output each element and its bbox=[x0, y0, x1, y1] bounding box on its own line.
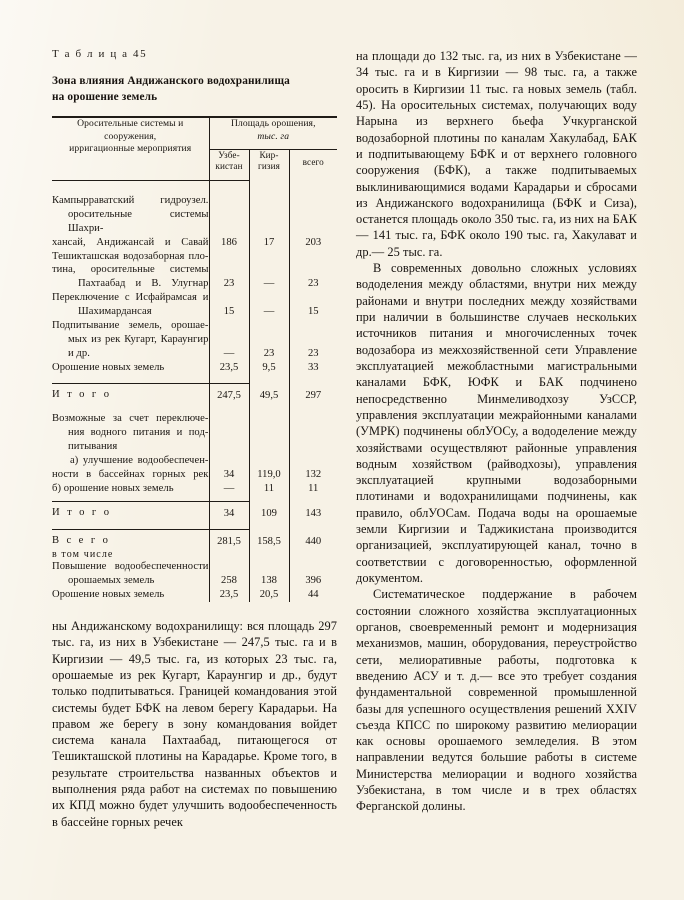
col-header-kirgizia-line1: Кир- bbox=[259, 150, 279, 161]
grand-total-sublabel: в том числе bbox=[52, 549, 114, 561]
subtotal-label: И т о г о bbox=[52, 506, 112, 518]
spacer bbox=[249, 520, 289, 530]
right-column-body-text bbox=[356, 48, 637, 815]
spacer bbox=[289, 520, 337, 530]
col-header-total bbox=[289, 150, 337, 181]
spacer bbox=[209, 549, 249, 560]
stub-header-line-1: Оросительные системы и сооружения, bbox=[77, 118, 184, 142]
subtotal-row-2 bbox=[52, 507, 337, 521]
row-label: Орошение новых земель bbox=[52, 589, 165, 601]
cell-uzbekistan: 186 bbox=[209, 194, 249, 250]
cell-kirgizia: 11 bbox=[249, 482, 289, 496]
table-title-line-1: Зона влияния Андижанского водохранилища bbox=[52, 75, 290, 87]
row-label-line: Шахимардансая bbox=[78, 306, 152, 318]
cell-uzbekistan: 23 bbox=[209, 250, 249, 292]
spacer bbox=[249, 403, 289, 412]
row-label bbox=[52, 560, 209, 588]
cell-uzbekistan: 34 bbox=[209, 454, 249, 482]
table-row bbox=[52, 291, 337, 319]
cell-total: 440 bbox=[289, 535, 337, 549]
table-title bbox=[52, 73, 337, 105]
cell-kirgizia: 9,5 bbox=[249, 361, 289, 375]
spacer bbox=[249, 374, 289, 384]
table-header-row-group bbox=[52, 117, 337, 150]
spacer-row bbox=[52, 520, 337, 530]
spacer bbox=[209, 412, 249, 454]
cell-uzbekistan: 281,5 bbox=[209, 535, 249, 549]
col-header-kirgizia-line2: гизия bbox=[258, 161, 280, 172]
spacer bbox=[249, 549, 289, 560]
row-label-line: Возможные за счет переключе- bbox=[52, 413, 209, 425]
spacer bbox=[52, 520, 209, 530]
table-row bbox=[52, 560, 337, 588]
cell-total: 15 bbox=[289, 291, 337, 319]
table-title-line-2: на орошение земель bbox=[52, 91, 158, 104]
cell-uzbekistan: 258 bbox=[209, 560, 249, 588]
cell-kirgizia: 109 bbox=[249, 507, 289, 521]
group-header-line-1: Площадь орошения, bbox=[230, 118, 316, 130]
cell-total: 396 bbox=[289, 560, 337, 588]
cell-kirgizia: — bbox=[249, 250, 289, 292]
spacer bbox=[289, 374, 337, 384]
row-label-line: Повышение водообеспеченности bbox=[52, 561, 209, 573]
table-row bbox=[52, 588, 337, 602]
subtotal-row-1 bbox=[52, 389, 337, 403]
row-label-line: Подпитывание земель, орошае- bbox=[52, 319, 209, 331]
section-intro-label bbox=[52, 412, 209, 454]
header-rule-total bbox=[289, 181, 337, 195]
cell-kirgizia: 138 bbox=[249, 560, 289, 588]
spacer bbox=[52, 374, 209, 384]
cell-uzbekistan: 23,5 bbox=[209, 588, 249, 602]
row-label-line: орошаемых земель bbox=[68, 575, 155, 587]
spacer-row bbox=[52, 403, 337, 412]
right-paragraph-3: Систематическое поддержание в рабочем состоянии сложного хозяйства эксплуатационных органов, своевременный ремонт и модернизация механизмов, машин, оборудования, переустройство сети, мелиоративные работы, подготовка к введению АСУ и т. д.— все это требует создания фундаментальной современной промышленной базы для успешного осуществления решений XXIV съезда КПСС по широкому развитию мелиорации как основы орошаемого земледелия. В этом направлении ведутся большие работы в системе Министерства мелиорации и водного хозяйства Узбекистана, в том числе и в трех областях Ферганской долины. bbox=[356, 587, 637, 814]
row-label-line: Кампырраватский гидроузел. bbox=[52, 195, 209, 207]
cell-kirgizia: 17 bbox=[249, 194, 289, 250]
row-label-line: Переключение с Исфайрамсая и bbox=[52, 292, 209, 304]
section-2-intro-row bbox=[52, 412, 337, 454]
row-label: б) орошение новых земель bbox=[52, 482, 174, 494]
subtotal-rule-row bbox=[52, 374, 337, 384]
stub-header-line-2: ирригационные мероприятия bbox=[69, 143, 192, 155]
row-label bbox=[52, 291, 209, 319]
table-row bbox=[52, 319, 337, 361]
header-rule-uz bbox=[209, 181, 249, 195]
row-label bbox=[52, 194, 209, 250]
row-label-line: Пахтаабад и В. Улугнар bbox=[78, 278, 209, 290]
table-row bbox=[52, 194, 337, 250]
spacer bbox=[209, 520, 249, 530]
spacer bbox=[289, 403, 337, 412]
row-label-line: мых из рек Кугарт, Караунгир bbox=[68, 333, 209, 345]
cell-total: 297 bbox=[289, 389, 337, 403]
row-label-line: тина, оросительные системы bbox=[52, 264, 209, 276]
cell-total: 33 bbox=[289, 361, 337, 375]
subtotal-label: И т о г о bbox=[52, 389, 112, 401]
row-label-line: питывания bbox=[68, 441, 118, 453]
cell-uzbekistan: 15 bbox=[209, 291, 249, 319]
cell-uzbekistan: 23,5 bbox=[209, 361, 249, 375]
row-label-line: а) улучшение водообеспечен- bbox=[70, 454, 209, 466]
spacer bbox=[209, 374, 249, 384]
cell-kirgizia: — bbox=[249, 291, 289, 319]
grand-total-row bbox=[52, 535, 337, 549]
col-header-kirgizia bbox=[249, 150, 289, 181]
col-header-uzbekistan bbox=[209, 150, 249, 181]
header-rule-kir bbox=[249, 181, 289, 195]
row-label-line: хансай, Андижансай и Савай bbox=[52, 236, 209, 248]
row-label bbox=[52, 319, 209, 361]
table-row bbox=[52, 454, 337, 482]
row-label-line: и др. bbox=[68, 347, 90, 359]
group-header-line-2: тыс. га bbox=[257, 130, 290, 142]
cell-uzbekistan: — bbox=[209, 319, 249, 361]
row-label-line: ности в бассейнах горных рек bbox=[52, 468, 209, 480]
cell-kirgizia: 20,5 bbox=[249, 588, 289, 602]
row-label-line: Орошение новых земель bbox=[52, 361, 165, 373]
row-label-line: ния водного питания и под- bbox=[68, 427, 209, 439]
cell-total: 132 bbox=[289, 454, 337, 482]
cell-total: 44 bbox=[289, 588, 337, 602]
cell-total: 143 bbox=[289, 507, 337, 521]
right-paragraph-2: В современных довольно сложных условиях вододеления между областями, внутри них между районами и внутри последних между хозяйствами при наличии в большинстве случаев нескольких источников питания и многочисленных точек водозабора из межхозяйственной сети Управление эксплуатацией межобластными магистральными каналами БФК, ЮФК и БАК подчинено непосредственно Минмеливодхозу УзССР, управления эксплуатации межрайонными каналами (УМРК) подчинены облУОСу, а вододеление между хозяйствами осуществляют районные управления водным хозяйством (райводхозы), управления эксплуатацией крупными водозаборными плотинами и водохранилищами подчинены, как правило, облУОСам. Подача воды на орошаемые земли Киргизии и Таджикистана производится организацией, эксплуатирующей канал, точно в соответствии с договоренностью, оформленной документом. bbox=[356, 261, 637, 585]
cell-total: 23 bbox=[289, 250, 337, 292]
cell-kirgizia: 49,5 bbox=[249, 389, 289, 403]
row-label bbox=[52, 250, 209, 292]
row-label-line: Тешикташская водозаборная пло- bbox=[52, 250, 209, 262]
table-row bbox=[52, 250, 337, 292]
spacer bbox=[209, 403, 249, 412]
cell-kirgizia: 119,0 bbox=[249, 454, 289, 482]
col-header-uzbekistan-line1: Узбе- bbox=[218, 150, 240, 161]
spacer bbox=[249, 412, 289, 454]
row-label-line: оросительные системы Шахри- bbox=[68, 208, 209, 234]
table-row bbox=[52, 361, 337, 375]
left-column bbox=[52, 48, 337, 830]
cell-total: 11 bbox=[289, 482, 337, 496]
left-column-body-text bbox=[52, 618, 337, 830]
cell-total: 23 bbox=[289, 319, 337, 361]
header-rule-stub bbox=[52, 181, 209, 195]
cell-uzbekistan: — bbox=[209, 482, 249, 496]
spacer bbox=[289, 412, 337, 454]
stub-header-cell bbox=[52, 117, 209, 181]
table-number-label: Т а б л и ц а 45 bbox=[52, 48, 148, 60]
group-header-cell bbox=[209, 117, 337, 150]
col-header-uzbekistan-line2: кистан bbox=[215, 161, 243, 172]
cell-uzbekistan: 247,5 bbox=[209, 389, 249, 403]
cell-uzbekistan: 34 bbox=[209, 507, 249, 521]
row-label bbox=[52, 454, 209, 482]
right-paragraph-1: на площади до 132 тыс. га, из них в Узбекистане — 34 тыс. га и в Киргизии — 98 тыс. га, а также оросить в Киргизии 11 тыс. га новых земель (табл. 45). На оросительных системах, получающих воду Нарына из верхнего бьефа Учкурганской водозаборной плотины по каналам Хакулабад, БАК и подпитывающему БФК и от верхнего головного сооружения (БФК), а также подпитываемых выклинивающимися водами Карадарьи и сбросами из Андижанского водохранилища (БФК и Сиза), останется площадь около 350 тыс. га, из них на БАК — 141 тыс. га, БФК около 190 тыс. га, Хакулават и др.— 25 тыс. га. bbox=[356, 49, 637, 259]
grand-total-label: В с е г о bbox=[52, 535, 111, 547]
cell-kirgizia: 23 bbox=[249, 319, 289, 361]
cell-kirgizia: 158,5 bbox=[249, 535, 289, 549]
right-column bbox=[356, 48, 637, 815]
spacer bbox=[52, 403, 209, 412]
irrigation-table bbox=[52, 116, 337, 602]
row-label bbox=[52, 361, 209, 375]
cell-total: 203 bbox=[289, 194, 337, 250]
header-rule-row bbox=[52, 181, 337, 195]
grand-total-sublabel-row bbox=[52, 549, 337, 560]
col-header-total-line1: всего bbox=[302, 157, 324, 168]
table-row bbox=[52, 482, 337, 496]
left-paragraph: ны Андижанскому водохранилищу: вся площадь 297 тыс. га, из них в Узбекистане — 247,5 тыс. га и в Киргизии — 49,5 тыс. га, из которых 23 тыс. га, орошаемые из рек Кугарт, Караунгир и др., будут только подпитываться. Границей командования этой системы будет БФК на левом берегу Карадарьи. На правом же берегу в зону командования войдет система канала Пахтаабад, питающегося от Тешикташской плотины на Карадарье. Кроме того, в результате строительства названных объектов и выполнения ряда работ на системах по повышению их КПД можно будет улучшить водообеспеченность в бассейне горных речек bbox=[52, 618, 337, 829]
spacer bbox=[289, 549, 337, 560]
